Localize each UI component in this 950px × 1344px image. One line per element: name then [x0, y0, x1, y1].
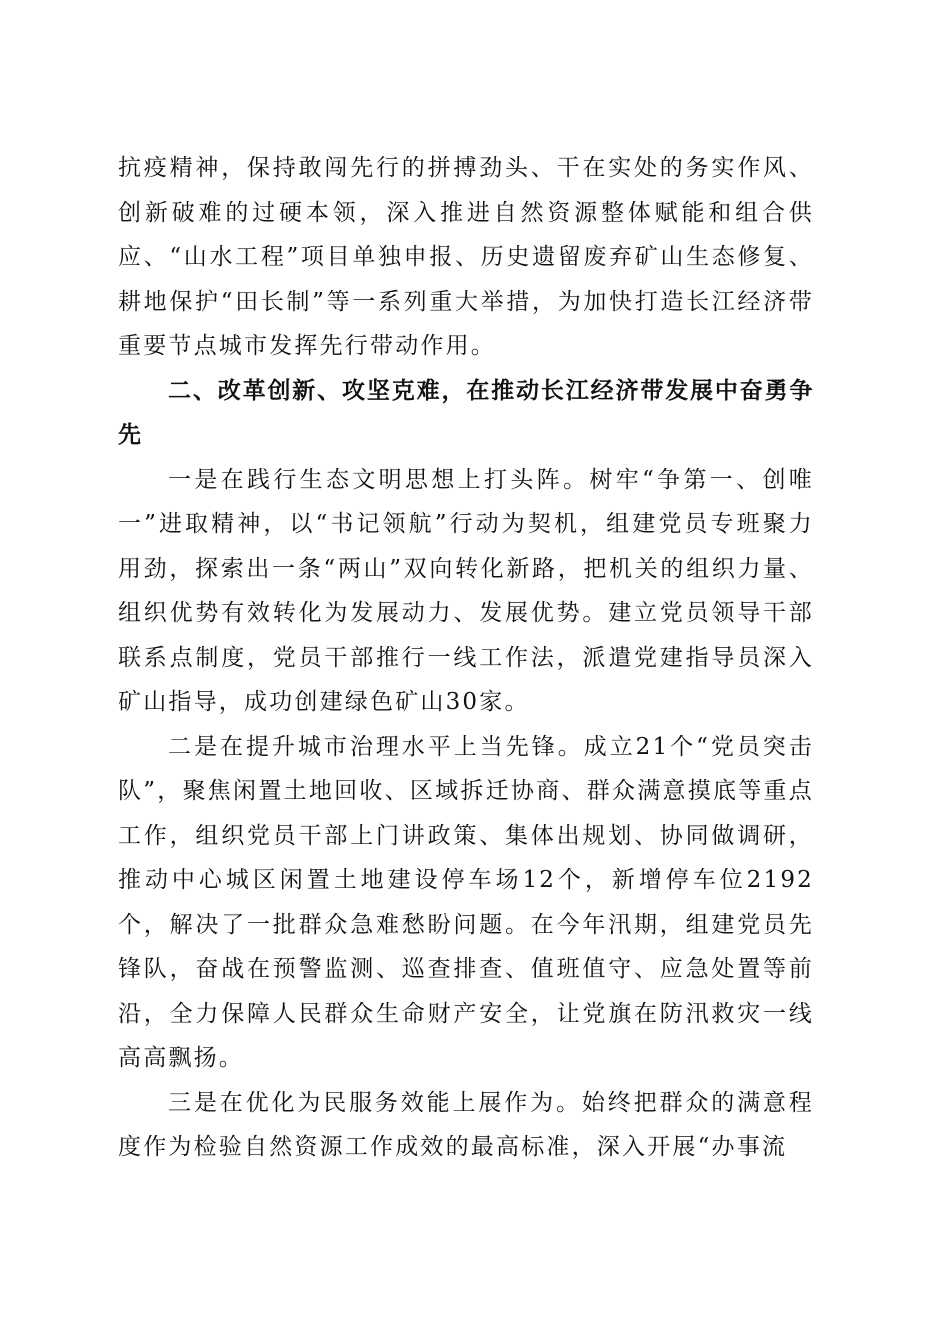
- section-heading: 二、改革创新、攻坚克难，在推动长江经济带发展中奋勇争先: [118, 377, 814, 448]
- body-paragraph: 二是在提升城市治理水平上当先锋。成立21个“党员突击队”，聚焦闲置土地回收、区域拆迁协商、群众满意摸底等重点工作，组织党员干部上门讲政策、集体出规划、协同做调研，推动中心城区闲置土地建设停车场12个，新增停车位2192个，解决了一批群众急难愁盼问题。在今年汛期，组建党员先锋队，奋战在预警监测、巡查排查、值班值守、应急处置等前沿，全力保障人民群众生命财产安全，让党旗在防汛救灾一线高高飘扬。: [118, 733, 814, 1071]
- body-paragraph: 一是在践行生态文明思想上打头阵。树牢“争第一、创唯一”进取精神，以“书记领航”行动为契机，组建党员专班聚力用劲，探索出一条“两山”双向转化新路，把机关的组织力量、组织优势有效转化为发展动力、发展优势。建立党员领导干部联系点制度，党员干部推行一线工作法，派遣党建指导员深入矿山指导，成功创建绿色矿山30家。: [118, 466, 814, 715]
- document-page: [118, 146, 814, 1170]
- body-paragraph: 三是在优化为民服务效能上展作为。始终把群众的满意程度作为检验自然资源工作成效的最高标准，深入开展“办事流: [118, 1089, 814, 1160]
- body-paragraph-continued: 抗疫精神，保持敢闯先行的拼搏劲头、干在实处的务实作风、创新破难的过硬本领，深入推进自然资源整体赋能和组合供应、“山水工程”项目单独申报、历史遗留废弃矿山生态修复、耕地保护“田长制”等一系列重大举措，为加快打造长江经济带重要节点城市发挥先行带动作用。: [118, 155, 814, 359]
